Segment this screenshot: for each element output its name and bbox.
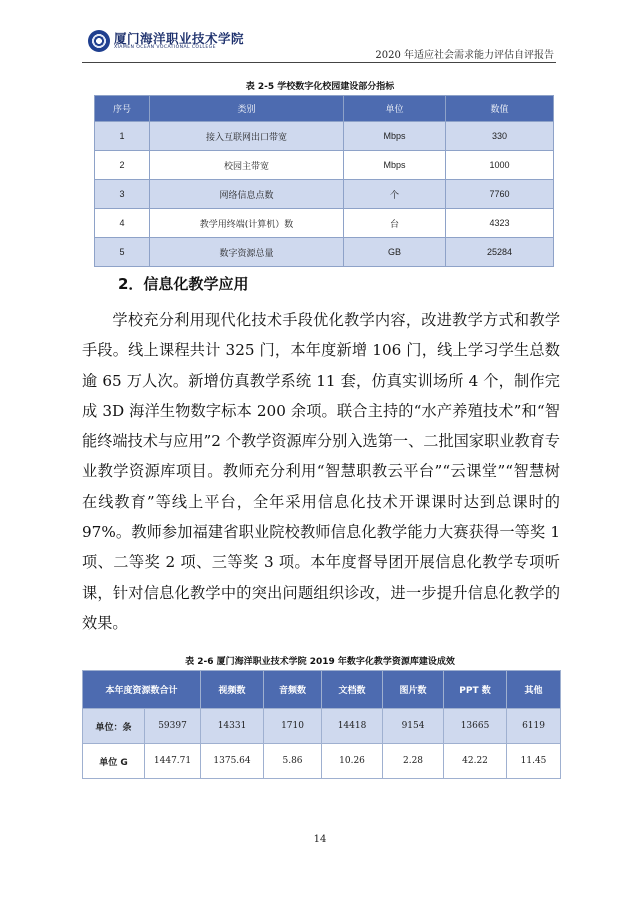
college-name-english: XIAMEN OCEAN VOCATIONAL COLLEGE [114,45,216,50]
report-title: 2020 年适应社会需求能力评估自评报告 [375,50,554,61]
table-cell: 11.45 [507,744,561,779]
table-row [83,709,561,744]
table2-header-row [83,671,561,709]
table-cell: 1447.71 [145,744,201,779]
table-cell: 数字资源总量 [150,238,344,267]
table-cell: 5.86 [264,744,322,779]
table1-caption: 表 2-5 学校数字化校园建设部分指标 [245,82,395,92]
table-cell: 1 [95,122,150,151]
table-cell: 9154 [383,709,444,744]
table1-header-row [95,96,554,122]
table-cell: GB [344,238,446,267]
table1-header-cell: 数值 [446,96,554,122]
table-cell: 4 [95,209,150,238]
table-row [95,209,554,238]
table-cell: 14418 [322,709,383,744]
digital-campus-table [94,95,554,267]
table2-header-cell: 其他 [507,671,561,709]
table-cell: 2.28 [383,744,444,779]
table1-header-cell: 类别 [150,96,344,122]
table-cell: 14331 [201,709,264,744]
table-cell: 7760 [446,180,554,209]
college-name-logo: 厦门海洋职业技术学院 [114,31,245,46]
section-heading: 2．信息化教学应用 [118,275,249,293]
body-paragraph: 学校充分利用现代化技术手段优化教学内容，改进教学方式和教学手段。线上课程共计 325 门，本年度新增 106 门，线上学习学生总数逾 65 万人次。新增仿真教学系统 11 套，仿真实训场所 4 个，制作完成 3D 海洋生物数字标本 200 余项。联合主持的“水产养殖技术”和“智能终端技术与应用”2 个教学资源库分别入选第一、二批国家职业教育专业教学资源库项目。教师充分利用“智慧职教云平台”“云课堂”“智慧树在线教育”等线上平台，全年采用信息化技术开课课时达到总课时的 97%。教师参加福建省职业院校教师信息化教学能力大赛获得一等奖 1 项、二等奖 2 项、三等奖 3 项。本年度督导团开展信息化教学专项听课，针对信息化教学中的突出问题组织诊改，进一步提升信息化教学的效果。 [82,311,560,632]
table-cell: 3 [95,180,150,209]
row-label-cell: 单位：条 [83,709,145,744]
table2-caption: 表 2-6 厦门海洋职业技术学院 2019 年数字化教学资源库建设成效 [185,657,455,667]
table-cell: 59397 [145,709,201,744]
resource-library-table [82,670,561,779]
table1-header-cell: 序号 [95,96,150,122]
table-cell: 台 [344,209,446,238]
table-cell: 4323 [446,209,554,238]
table-cell: Mbps [344,151,446,180]
table-cell: 5 [95,238,150,267]
table-row [95,238,554,267]
table2-header-cell: 文档数 [322,671,383,709]
row-label-cell: 单位 G [83,744,145,779]
table-cell: 教学用终端(计算机）数 [150,209,344,238]
table-cell: 330 [446,122,554,151]
table-cell: 10.26 [322,744,383,779]
table-cell: 网络信息点数 [150,180,344,209]
table-cell: Mbps [344,122,446,151]
header-divider [82,62,556,63]
table-cell: 25284 [446,238,554,267]
table2-header-cell: 音频数 [264,671,322,709]
table-cell: 13665 [444,709,507,744]
table2-header-cell: 本年度资源数合计 [83,671,201,709]
table-cell: 接入互联网出口带宽 [150,122,344,151]
page-number: 14 [313,834,327,845]
table-row [95,122,554,151]
table1-header-cell: 单位 [344,96,446,122]
table-cell: 1710 [264,709,322,744]
table2-header-cell: PPT 数 [444,671,507,709]
table-row [95,151,554,180]
table-cell: 2 [95,151,150,180]
table-row [83,744,561,779]
college-seal-icon [88,30,110,52]
table-cell: 1375.64 [201,744,264,779]
table-cell: 1000 [446,151,554,180]
table2-header-cell: 视频数 [201,671,264,709]
table-cell: 校园主带宽 [150,151,344,180]
page-header [0,0,640,70]
table2-header-cell: 图片数 [383,671,444,709]
table-cell: 6119 [507,709,561,744]
table-row [95,180,554,209]
table-cell: 个 [344,180,446,209]
table-cell: 42.22 [444,744,507,779]
